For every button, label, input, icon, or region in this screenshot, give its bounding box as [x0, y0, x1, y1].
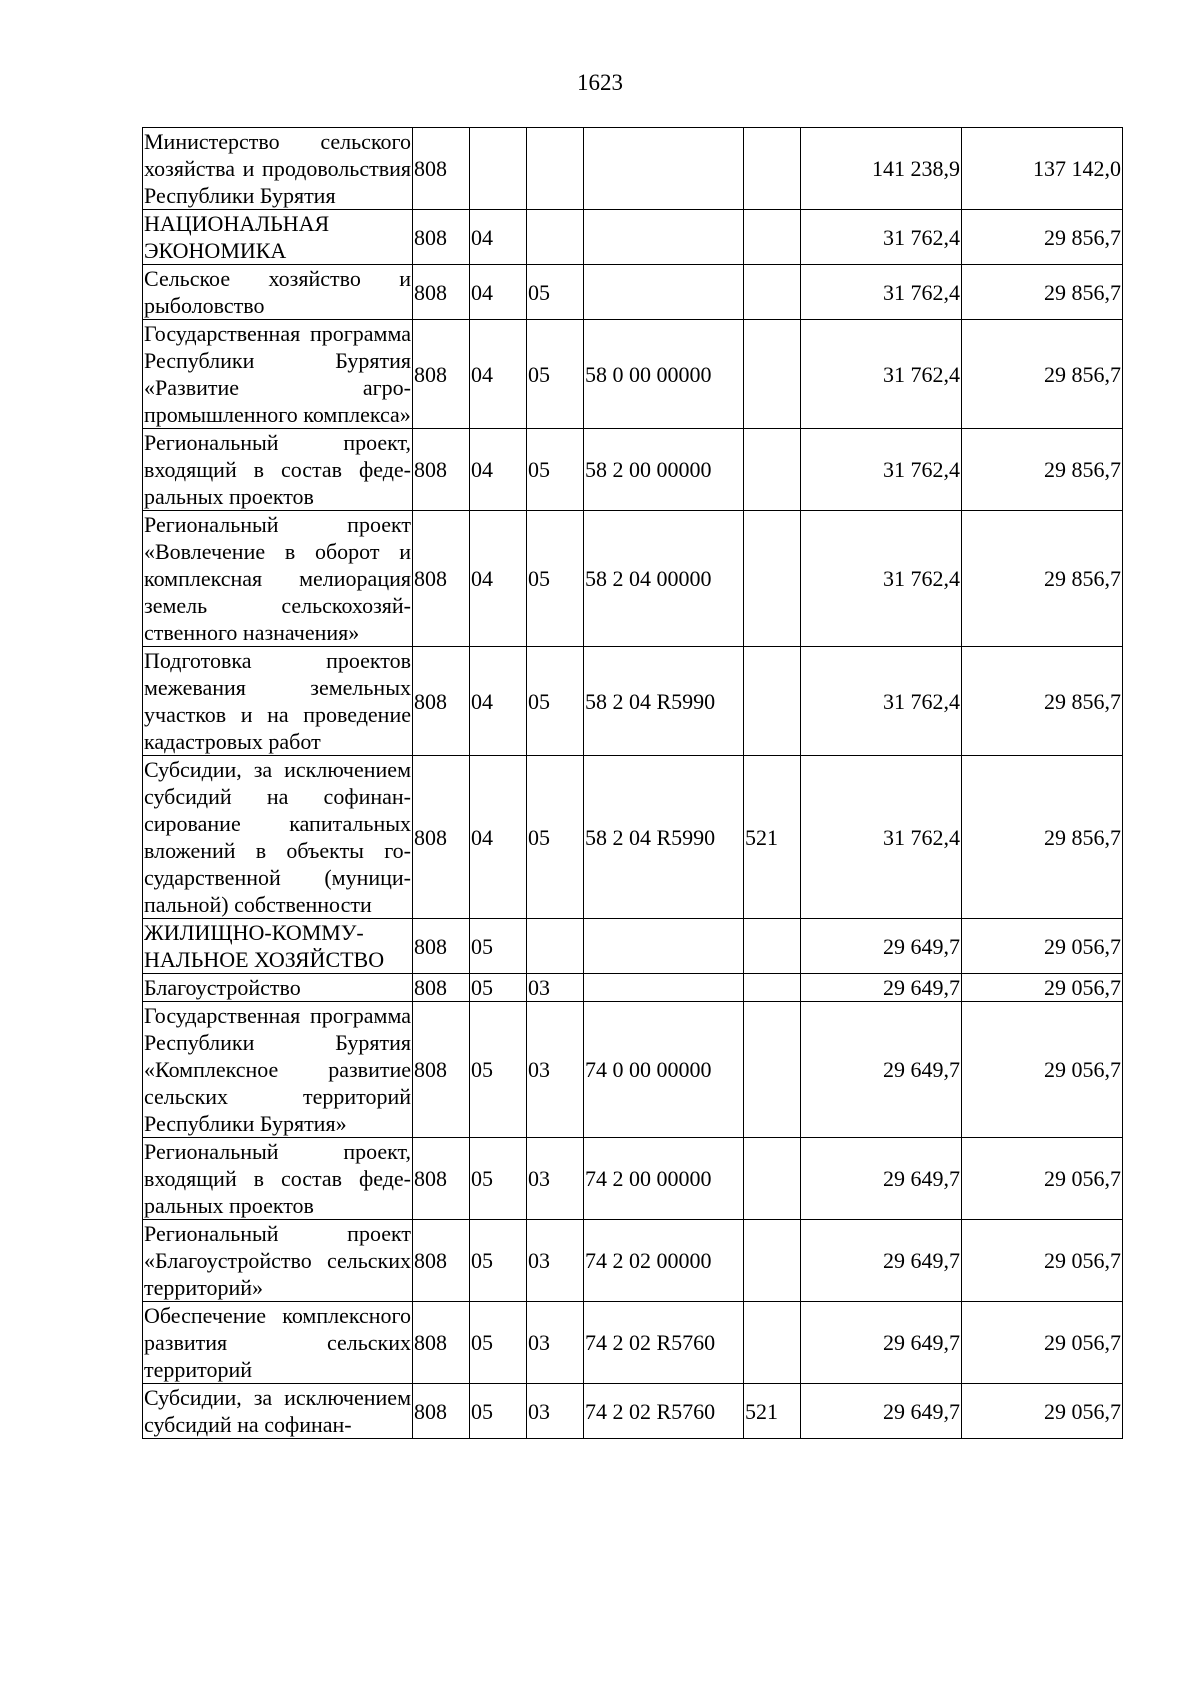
cell-sum1: 29 649,7: [801, 1302, 962, 1384]
cell-gr: 808: [413, 320, 470, 429]
cell-rz: 05: [470, 1302, 527, 1384]
cell-cs: 74 2 02 R5760: [584, 1302, 744, 1384]
cell-pr: [527, 210, 584, 265]
cell-vr: [744, 511, 801, 647]
table-row: [143, 1220, 1123, 1302]
cell-sum1: 31 762,4: [801, 265, 962, 320]
cell-vr: [744, 1002, 801, 1138]
cell-gr: 808: [413, 919, 470, 974]
cell-sum1: 141 238,9: [801, 128, 962, 210]
cell-sum2: 29 056,7: [962, 1002, 1123, 1138]
cell-rz: 05: [470, 919, 527, 974]
cell-sum1: 29 649,7: [801, 1002, 962, 1138]
cell-gr: 808: [413, 1302, 470, 1384]
cell-sum2: 29 056,7: [962, 919, 1123, 974]
cell-sum1: 29 649,7: [801, 974, 962, 1002]
cell-sum2: 29 856,7: [962, 647, 1123, 756]
cell-vr: [744, 647, 801, 756]
cell-sum1: 31 762,4: [801, 429, 962, 511]
row-name: Обеспечение комплексного развития сельских территорий: [144, 1303, 411, 1382]
table-row: [143, 647, 1123, 756]
table-row: [143, 974, 1123, 1002]
cell-rz: 05: [470, 1384, 527, 1439]
cell-pr: 05: [527, 265, 584, 320]
cell-gr: 808: [413, 1384, 470, 1439]
cell-rz: 04: [470, 210, 527, 265]
cell-pr: 03: [527, 974, 584, 1002]
cell-sum2: 29 856,7: [962, 511, 1123, 647]
table-row: [143, 210, 1123, 265]
row-name: Региональный проект «Вовлечение в оборот и комплексная мелиорация земель сельскохозяйственного назначения»: [144, 512, 411, 645]
row-name: Государственная программа Республики Бурятия «Развитие агропромышленного комплекса»: [144, 321, 411, 427]
cell-pr: 05: [527, 429, 584, 511]
row-name: Сельское хозяйство и рыболовство: [144, 266, 411, 318]
row-name: Субсидии, за исключением субсидий на софинан-: [144, 1385, 411, 1437]
row-name: Региональный проект, входящий в состав федеральных проектов: [144, 430, 411, 509]
cell-rz: 05: [470, 1002, 527, 1138]
table-row: [143, 320, 1123, 429]
table-row: [143, 1384, 1123, 1439]
cell-sum1: 29 649,7: [801, 1384, 962, 1439]
cell-gr: 808: [413, 974, 470, 1002]
cell-sum2: 29 856,7: [962, 429, 1123, 511]
cell-cs: [584, 128, 744, 210]
cell-pr: 05: [527, 320, 584, 429]
cell-sum1: 29 649,7: [801, 919, 962, 974]
cell-cs: 74 2 02 00000: [584, 1220, 744, 1302]
cell-cs: 74 2 00 00000: [584, 1138, 744, 1220]
cell-sum2: 29 056,7: [962, 974, 1123, 1002]
cell-pr: 03: [527, 1302, 584, 1384]
cell-gr: 808: [413, 756, 470, 919]
cell-sum1: 31 762,4: [801, 511, 962, 647]
cell-vr: 521: [744, 1384, 801, 1439]
cell-sum2: 29 856,7: [962, 320, 1123, 429]
row-name: ЖИЛИЩНО-КОММУНАЛЬНОЕ ХОЗЯЙСТВО: [143, 919, 413, 974]
row-name: НАЦИОНАЛЬНАЯ ЭКОНОМИКА: [143, 210, 413, 265]
table-row: [143, 756, 1123, 919]
cell-rz: 04: [470, 756, 527, 919]
cell-sum2: 29 856,7: [962, 756, 1123, 919]
cell-sum2: 29 056,7: [962, 1302, 1123, 1384]
cell-rz: 05: [470, 1220, 527, 1302]
cell-cs: 58 2 04 R5990: [584, 756, 744, 919]
cell-gr: 808: [413, 265, 470, 320]
cell-gr: 808: [413, 1138, 470, 1220]
budget-table: [142, 127, 1123, 1439]
cell-vr: [744, 429, 801, 511]
cell-vr: [744, 210, 801, 265]
cell-vr: [744, 1302, 801, 1384]
cell-cs: 58 2 00 00000: [584, 429, 744, 511]
cell-gr: 808: [413, 210, 470, 265]
row-name: Региональный проект «Благоустройство сельских территорий»: [144, 1221, 411, 1300]
cell-vr: [744, 265, 801, 320]
cell-cs: [584, 210, 744, 265]
cell-gr: 808: [413, 511, 470, 647]
table-row: [143, 128, 1123, 210]
row-name: Региональный проект, входящий в состав федеральных проектов: [144, 1139, 411, 1218]
cell-sum1: 29 649,7: [801, 1220, 962, 1302]
cell-cs: [584, 265, 744, 320]
row-name: Министерство сельского хозяйства и продовольствия Республики Бурятия: [144, 129, 411, 208]
table-row: [143, 1002, 1123, 1138]
cell-sum1: 29 649,7: [801, 1138, 962, 1220]
cell-pr: 03: [527, 1138, 584, 1220]
cell-vr: [744, 919, 801, 974]
table-row: [143, 265, 1123, 320]
cell-rz: 04: [470, 511, 527, 647]
cell-sum2: 29 056,7: [962, 1384, 1123, 1439]
cell-cs: 58 2 04 R5990: [584, 647, 744, 756]
cell-sum2: 29 856,7: [962, 210, 1123, 265]
cell-sum2: 29 056,7: [962, 1138, 1123, 1220]
cell-pr: [527, 919, 584, 974]
cell-gr: 808: [413, 1220, 470, 1302]
cell-vr: [744, 974, 801, 1002]
row-name: Государственная программа Республики Бурятия «Комплексное развитие сельских территорий Республики Бурятия»: [144, 1003, 411, 1136]
table-row: [143, 1302, 1123, 1384]
cell-pr: 05: [527, 756, 584, 919]
page-number: 1623: [577, 70, 623, 95]
cell-rz: 05: [470, 974, 527, 1002]
cell-pr: 03: [527, 1220, 584, 1302]
cell-gr: 808: [413, 128, 470, 210]
cell-vr: 521: [744, 756, 801, 919]
cell-vr: [744, 1138, 801, 1220]
cell-cs: 74 2 02 R5760: [584, 1384, 744, 1439]
table-row: [143, 429, 1123, 511]
cell-rz: [470, 128, 527, 210]
cell-pr: 05: [527, 647, 584, 756]
cell-vr: [744, 1220, 801, 1302]
row-name: Подготовка проектов межевания земельных участков и на проведение кадастровых работ: [144, 648, 411, 754]
row-name: Субсидии, за исключением субсидий на софинансирование капитальных вложений в объекты государственной (муниципальной) собственности: [144, 757, 411, 917]
cell-rz: 04: [470, 647, 527, 756]
table-row: [143, 919, 1123, 974]
cell-rz: 04: [470, 429, 527, 511]
cell-sum1: 31 762,4: [801, 647, 962, 756]
cell-gr: 808: [413, 1002, 470, 1138]
cell-rz: 05: [470, 1138, 527, 1220]
cell-gr: 808: [413, 647, 470, 756]
cell-sum1: 31 762,4: [801, 320, 962, 429]
cell-cs: 58 0 00 00000: [584, 320, 744, 429]
cell-pr: 03: [527, 1002, 584, 1138]
cell-vr: [744, 320, 801, 429]
cell-gr: 808: [413, 429, 470, 511]
cell-pr: 03: [527, 1384, 584, 1439]
cell-cs: 74 0 00 00000: [584, 1002, 744, 1138]
table-row: [143, 1138, 1123, 1220]
cell-sum2: 29 856,7: [962, 265, 1123, 320]
cell-pr: 05: [527, 511, 584, 647]
cell-vr: [744, 128, 801, 210]
cell-rz: 04: [470, 320, 527, 429]
cell-sum2: 137 142,0: [962, 128, 1123, 210]
cell-cs: 58 2 04 00000: [584, 511, 744, 647]
cell-sum2: 29 056,7: [962, 1220, 1123, 1302]
row-name: Благоустройство: [143, 974, 413, 1002]
cell-pr: [527, 128, 584, 210]
cell-sum1: 31 762,4: [801, 210, 962, 265]
cell-rz: 04: [470, 265, 527, 320]
cell-sum1: 31 762,4: [801, 756, 962, 919]
table-row: [143, 511, 1123, 647]
cell-cs: [584, 919, 744, 974]
cell-cs: [584, 974, 744, 1002]
